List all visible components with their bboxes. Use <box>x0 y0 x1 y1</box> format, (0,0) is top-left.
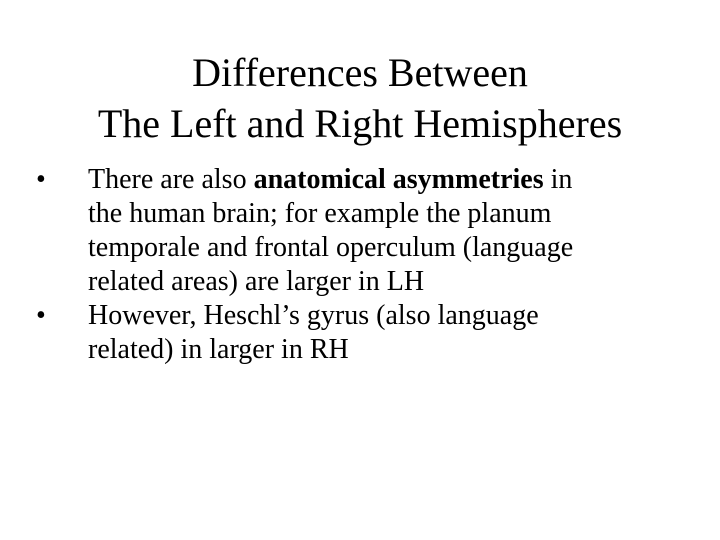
title-line-2: The Left and Right Hemispheres <box>97 101 623 146</box>
bullet-1-line-3: temporale and frontal operculum (language <box>88 232 574 263</box>
bullet-2-line-2: related) in larger in RH <box>88 334 349 365</box>
bullet-1-line-1 <box>88 163 676 197</box>
title-line-1: Differences Between <box>192 50 528 95</box>
bullet-1-text-before: There are also <box>88 164 254 195</box>
bullet-item-heschls-gyrus <box>36 299 676 367</box>
bullet-item-anatomical-asymmetries <box>36 163 676 299</box>
bullet-1-line-2: the human brain; for example the planum <box>88 198 552 229</box>
bullet-1-bold-term: anatomical asymmetries <box>253 164 544 195</box>
bullet-point-icon: • <box>36 164 46 195</box>
bullet-2-line-1: However, Heschl’s gyrus (also language <box>88 300 539 331</box>
bullet-point-icon: • <box>36 300 46 331</box>
bullet-1-line-4: related areas) are larger in LH <box>88 266 425 297</box>
slide-title <box>0 47 720 149</box>
bullet-1-text-after: in <box>543 164 573 195</box>
bullet-list <box>36 163 676 367</box>
